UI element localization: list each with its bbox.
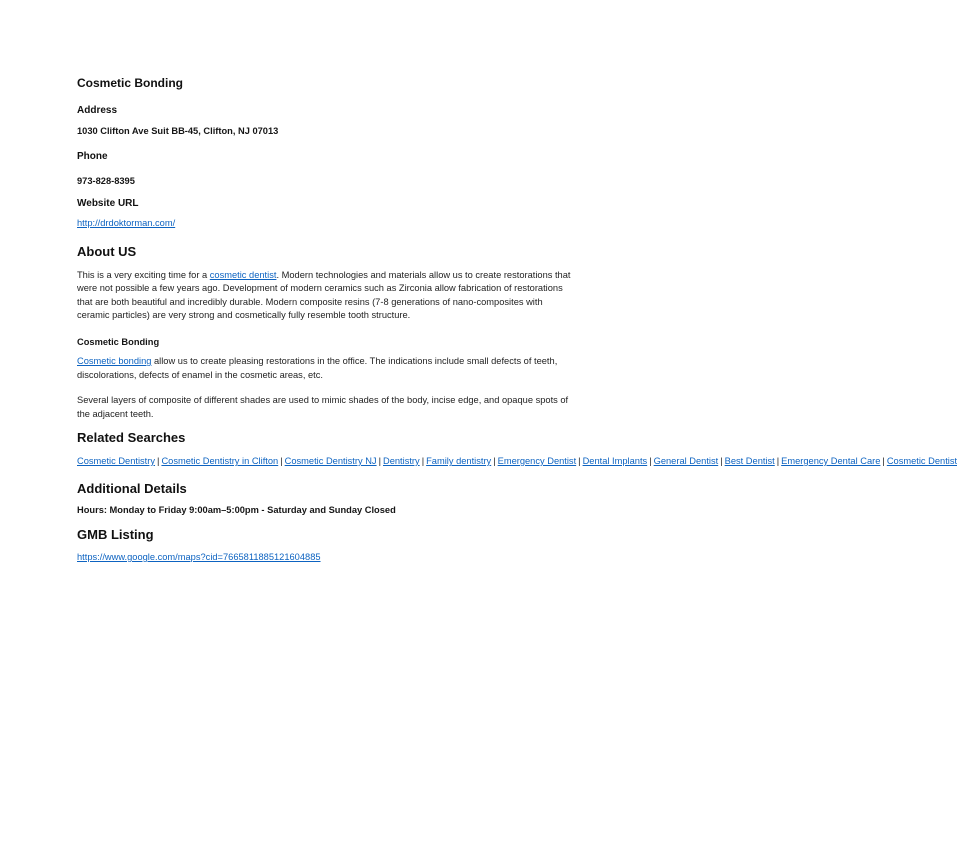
related-link-cosmetic-dentistry[interactable]: Cosmetic Dentistry xyxy=(77,456,156,466)
related-link-emergency-dentist[interactable]: Emergency Dentist xyxy=(497,456,577,466)
hours-line: Hours: Monday to Friday 9:00am–5:00pm - Saturday and Sunday Closed xyxy=(77,504,396,515)
about-p2-text-after: allow us to create pleasing restorations in the office. The indications include small defects of teeth, discolorations, defects of enamel in the cosmetic areas, etc. xyxy=(77,356,558,380)
separator: | xyxy=(649,456,652,466)
separator: | xyxy=(776,456,780,466)
separator: | xyxy=(280,456,283,466)
separator: | xyxy=(378,456,381,466)
about-p1-text-before: This is a very exciting time for a xyxy=(77,269,210,280)
related-link-cosmetic-dentistry-nj[interactable]: Cosmetic Dentistry NJ xyxy=(284,456,377,466)
gmb-link-line xyxy=(77,551,574,565)
website-link[interactable]: http://drdoktorman.com/ xyxy=(77,218,176,228)
separator: | xyxy=(421,456,425,466)
website-url-label: Website URL xyxy=(77,198,139,209)
related-searches-heading: Related Searches xyxy=(77,430,186,445)
cosmetic-bonding-sublabel: Cosmetic Bonding xyxy=(77,336,160,347)
separator: | xyxy=(720,456,723,466)
about-paragraph-2 xyxy=(77,355,574,382)
about-paragraph-3: Several layers of composite of different shades are used to mimic shades of the body, incise edge, and opaque spots of the adjacent teeth. xyxy=(77,395,569,419)
page-title: Cosmetic Bonding xyxy=(77,76,184,90)
separator: | xyxy=(578,456,581,466)
separator: | xyxy=(157,456,160,466)
about-us-heading: About US xyxy=(77,243,137,259)
address-label: Address xyxy=(77,105,118,116)
related-link-dentistry[interactable]: Dentistry xyxy=(383,456,420,466)
related-link-general-dentist[interactable]: General Dentist xyxy=(653,456,719,466)
related-searches-links xyxy=(77,455,957,469)
phone-label: Phone xyxy=(77,150,108,162)
related-link-emergency-dental-care[interactable]: Emergency Dental Care xyxy=(781,456,881,466)
separator: | xyxy=(493,456,496,466)
website-url-line xyxy=(77,217,574,231)
additional-details-heading: Additional Details xyxy=(77,480,187,496)
phone-value: 973-828-8395 xyxy=(77,175,135,186)
gmb-maps-link[interactable]: https://www.google.com/maps?cid=7665811885121604885 xyxy=(77,552,321,562)
cosmetic-bonding-link[interactable]: Cosmetic bonding xyxy=(77,356,152,366)
separator: | xyxy=(882,456,885,466)
cosmetic-dentist-link[interactable]: cosmetic dentist xyxy=(209,269,277,280)
gmb-listing-heading: GMB Listing xyxy=(77,527,154,542)
address-value: 1030 Clifton Ave Suit BB-45, Clifton, NJ 07013 xyxy=(77,126,279,136)
about-paragraph-1 xyxy=(77,269,574,323)
related-link-dental-implants[interactable]: Dental Implants xyxy=(582,456,648,466)
related-link-best-dentist[interactable]: Best Dentist xyxy=(724,456,775,466)
related-link-cosmetic-dentistry-in-clifton[interactable]: Cosmetic Dentistry in Clifton xyxy=(161,456,279,466)
related-link-cosmetic-dentist[interactable]: Cosmetic Dentist xyxy=(886,456,957,466)
related-link-family-dentistry[interactable]: Family dentistry xyxy=(426,456,492,466)
about-p1-text-after: . Modern technologies and materials allow us to create restorations that were not possible a few years ago. Development of modern ceramics such as Zirconia allow fabrication of restorations that are both beautiful and incredibly durable. Modern composite resins (7-8 generations of nano-composites with ceramic particles) are very strong and cosmetically fully resemble tooth structure. xyxy=(77,269,571,320)
